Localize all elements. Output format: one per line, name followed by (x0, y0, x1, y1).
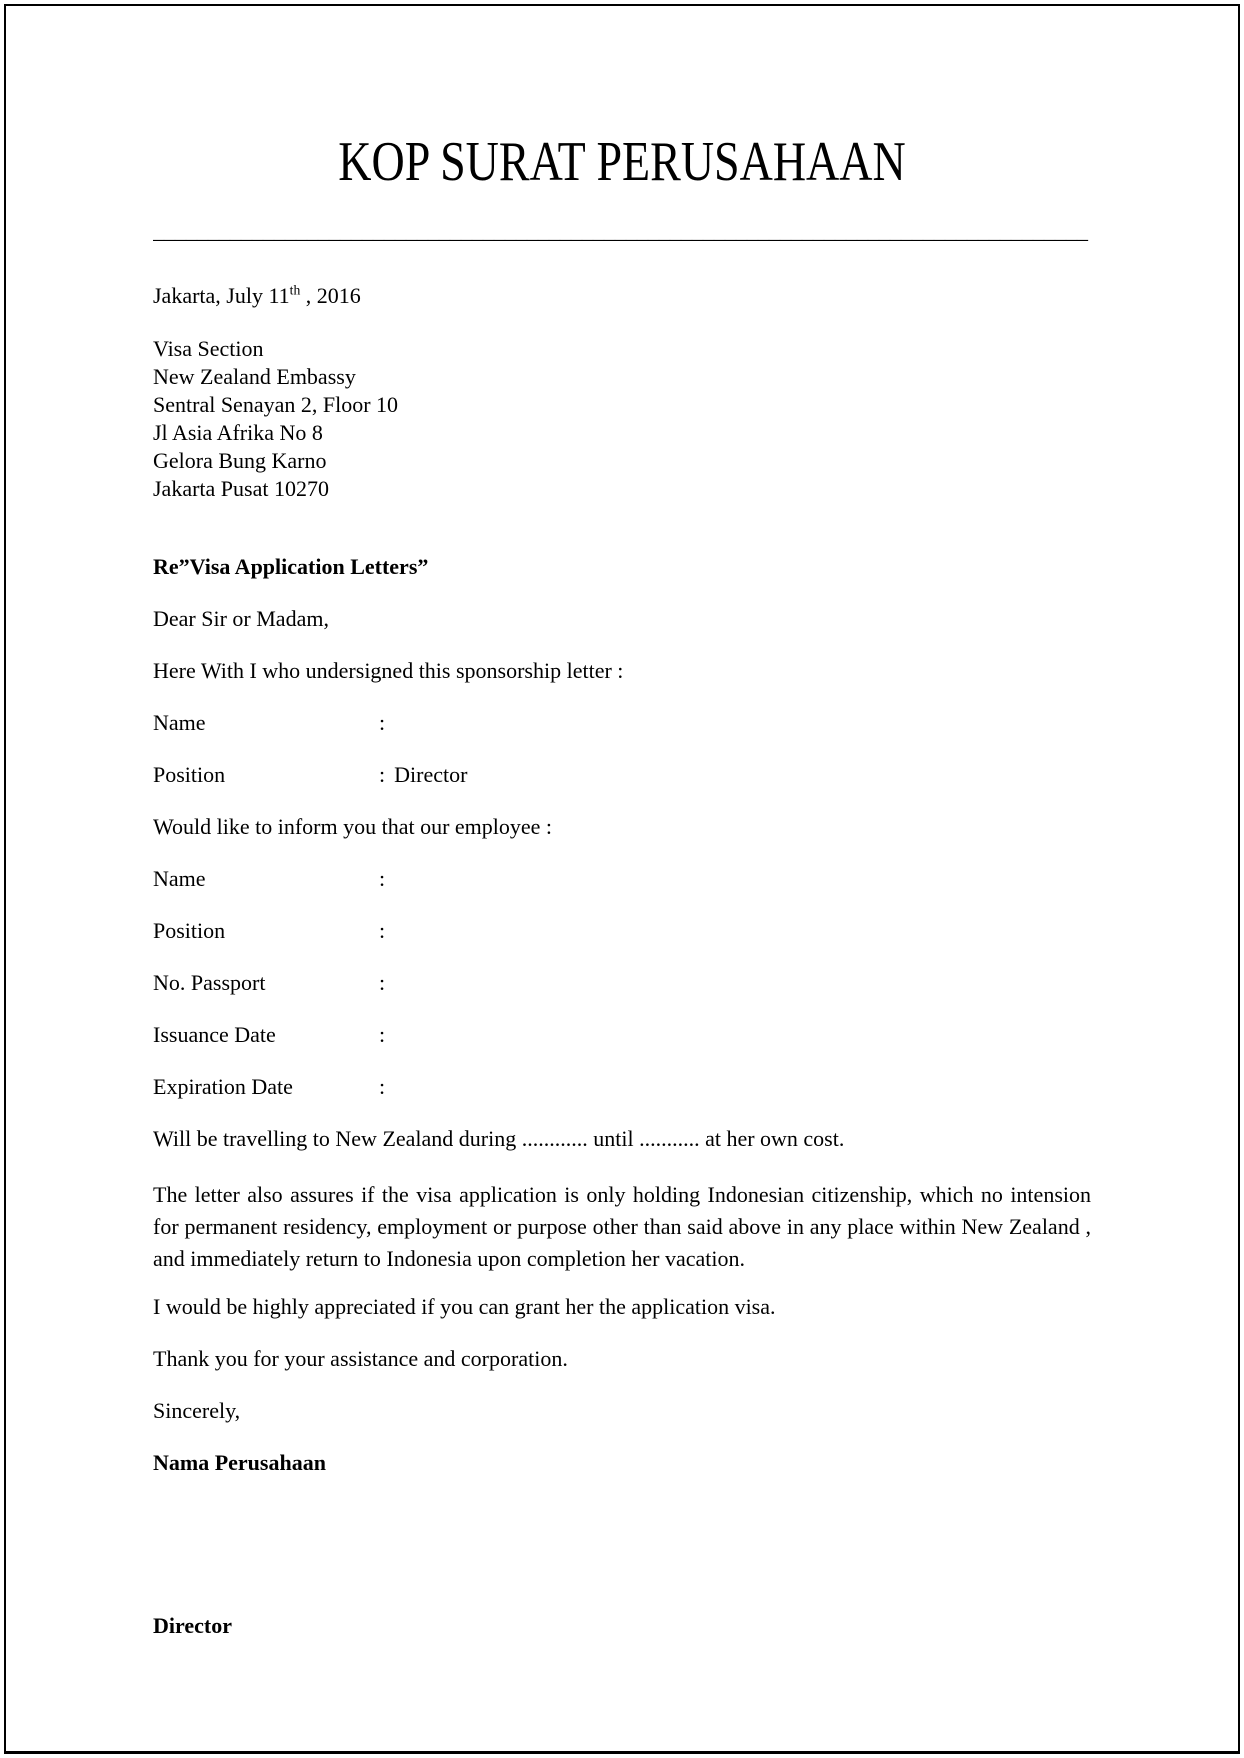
request-line: I would be highly appreciated if you can grant her the application visa. (153, 1294, 776, 1319)
field-row (153, 865, 1091, 893)
travel-line: Will be travelling to New Zealand during ............ until ........... at her own cost. (153, 1126, 845, 1151)
field-row (153, 917, 1091, 945)
field-label: Expiration Date (153, 1074, 293, 1099)
recipient-line: Jl Asia Afrika No 8 (153, 420, 323, 445)
date-line (153, 282, 1091, 310)
field-colon: : (379, 762, 386, 787)
field-colon: : (379, 918, 386, 943)
field-row (153, 1021, 1091, 1049)
company-name: Nama Perusahaan (153, 1450, 326, 1475)
date-suffix: , 2016 (300, 283, 361, 308)
date-ordinal: th (289, 282, 301, 298)
subject-line: Re”Visa Application Letters” (153, 554, 429, 579)
field-value: Director (394, 762, 468, 787)
recipient-line: Gelora Bung Karno (153, 448, 327, 473)
recipient-address (153, 335, 1091, 503)
recipient-line: New Zealand Embassy (153, 364, 356, 389)
field-colon: : (379, 1074, 386, 1099)
field-label: Position (153, 762, 226, 787)
field-colon: : (379, 1022, 386, 1047)
closing: Sincerely, (153, 1398, 241, 1423)
salutation: Dear Sir or Madam, (153, 606, 329, 631)
field-colon: : (379, 970, 386, 995)
assurance-paragraph: The letter also assures if the visa application is only holding Indonesian citizenship, which no intension for permanent residency, employment or purpose other than said above in any place within New Zealand , and immediately return to Indonesia upon completion her vacation. (153, 1182, 1091, 1271)
field-colon: : (379, 710, 386, 735)
field-label: Position (153, 918, 226, 943)
date-prefix: Jakarta, July 11 (153, 283, 290, 308)
signatory-title: Director (153, 1613, 232, 1638)
field-row (153, 709, 1091, 737)
recipient-line: Sentral Senayan 2, Floor 10 (153, 392, 399, 417)
field-label: Issuance Date (153, 1022, 276, 1047)
field-label: Name (153, 866, 206, 891)
letterhead-divider: _____________________________________________________________________________________ (153, 220, 1088, 243)
recipient-line: Jakarta Pusat 10270 (153, 476, 329, 501)
field-row (153, 761, 1091, 789)
letterhead (153, 0, 1091, 196)
thanks-line: Thank you for your assistance and corporation. (153, 1346, 568, 1371)
sponsor-intro: Here With I who undersigned this sponsorship letter : (153, 658, 624, 683)
recipient-line: Visa Section (153, 336, 264, 361)
field-row (153, 969, 1091, 997)
field-label: Name (153, 710, 206, 735)
field-row (153, 1073, 1091, 1101)
letterhead-title: KOP SURAT PERUSAHAAN (338, 130, 906, 193)
field-label: No. Passport (153, 970, 266, 995)
employee-intro: Would like to inform you that our employee : (153, 814, 553, 839)
field-colon: : (379, 866, 386, 891)
